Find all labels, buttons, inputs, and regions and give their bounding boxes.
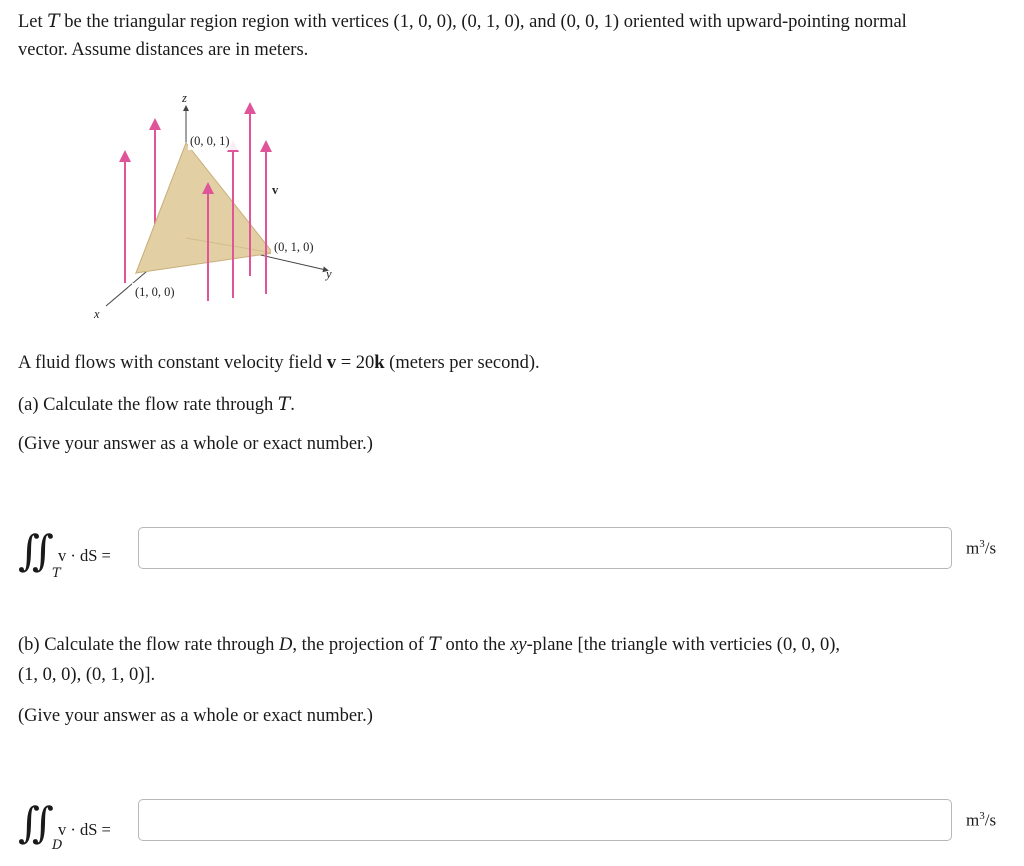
vertex-top-label: (0, 0, 1)	[190, 134, 230, 148]
part-a-unit: $m^3/s$	[966, 538, 997, 558]
intro-line-1: Let T be the triangular region region with vertices (1, 0, 0), (0, 1, 0), and (0, 0, 1) oriented with upward-pointing normal	[18, 11, 907, 32]
part-a-question: (a) Calculate the flow rate through T.	[18, 394, 295, 415]
part-a-hint: (Give your answer as a whole or exact number.)	[18, 434, 373, 454]
intro-line-2: vector. Assume distances are in meters.	[18, 40, 309, 60]
part-a-answer-input[interactable]	[138, 527, 952, 569]
part-b-question-line-2: (1, 0, 0), (0, 1, 0)].	[18, 665, 156, 685]
double-integral-symbol: ∬	[18, 798, 37, 847]
integrand: v · dS =	[58, 820, 111, 839]
vertex-left-label: (1, 0, 0)	[135, 285, 175, 299]
double-integral-symbol: ∬	[18, 526, 37, 575]
integral-subscript: D	[52, 838, 63, 853]
part-b-integral	[18, 798, 138, 862]
integral-subscript: T	[52, 566, 61, 581]
integrand: v · dS =	[58, 546, 111, 565]
part-b-question-line-1: (b) Calculate the flow rate through D, the projection of T onto the xy-plane [the triangle with verticies (0, 0, 0),	[18, 634, 841, 655]
vertex-right-label: (0, 1, 0)	[274, 240, 314, 254]
axis-x-label: x	[94, 307, 100, 321]
field-label: v	[272, 183, 279, 197]
region-symbol: T	[47, 11, 60, 32]
part-b-unit: $m^3/s$	[966, 810, 997, 830]
part-a-integral	[18, 526, 138, 590]
triangle-surface-figure	[88, 88, 348, 323]
axis-z-label: z	[182, 91, 187, 105]
fluid-description: A fluid flows with constant velocity field v = 20k (meters per second).	[18, 353, 540, 373]
triangle-face-main	[136, 143, 273, 273]
axis-y-label: y	[326, 267, 332, 281]
part-b-hint: (Give your answer as a whole or exact number.)	[18, 706, 373, 726]
part-b-answer-input[interactable]	[138, 799, 952, 841]
